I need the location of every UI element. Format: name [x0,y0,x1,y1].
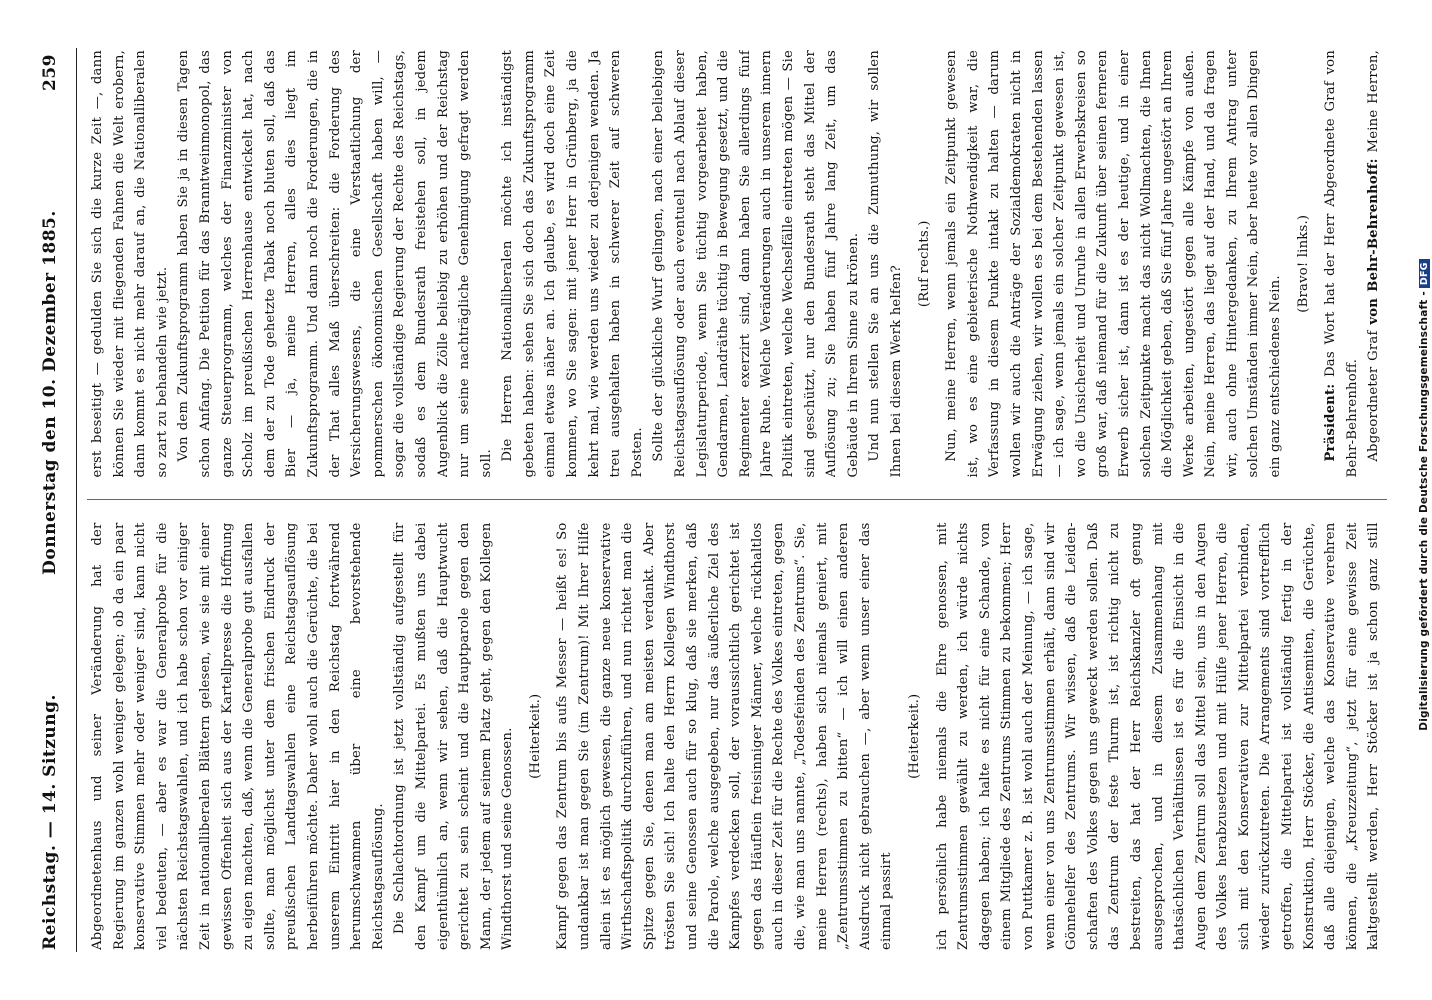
header-date: Donnerstag den 10. Dezember 1885. [40,210,60,575]
paragraph: ich persönlich habe niemals die Ehre genossen, mit Zentrumsstimmen gewählt zu werden, ich würde nichts dagegen haben; ich halte es nicht für eine Schande, von einem Mitgliede des Zentrums Stimmen zu bekommen; Herr von Puttkamer z. B. ist wohl auch der Meinung, — ich sage, wenn einer von uns Zentrumsstimmen erhält, dann sind wir Gönnehelfer des Zentrums. Wir wissen, daß die Leidenschaften des Volkes gegen uns geweckt werden sollen. Daß das Zentrum der feste Thurm ist, ist richtig nicht zu bestreiten, das hat der Herr Reichskanzler oft genug ausgesprochen, und in diesem Zusammenhang mit thatsächlichen Verhältnissen ist es für die Einsicht in die Augen dem Zentrum soll das Mittel sein, uns in den Augen des Volkes herabzusetzen und mit Hülfe jener Herren, die sich mit den Konservativen zur Mittelpartei verbinden, wieder zurückzutreten. Die Arrangements sind vortrefflich getroffen, die Mittelpartei ist vollständig fertig in der Konstruktion, Herr Stöcker, die Antisemiten, die Gerüchte, daß alle diejenigen, welche das Konservative verehren können, die „Kreuzzeitung“, jetzt für eine gewisse Zeit kaltgestellt werden, Herr Stöcker ist ja schon ganz still [934,522,1382,950]
speaker-intro: Abgeordneter Graf [1366,324,1382,462]
newspaper-page [40,40,1410,960]
column-left [87,523,1387,951]
text-columns [87,40,1387,960]
column-divider [87,500,1387,501]
paragraph-president [1320,50,1363,478]
interjection: (Bravo! links.) [1295,214,1311,313]
dfg-logo: DFG [1419,259,1430,288]
page-number: 259 [40,54,60,91]
paragraph-speech [1363,50,1387,478]
interjection: (Heiterkeit.) [527,693,543,779]
paragraph: Abgeordnetenhaus und seiner Veränderung hat der Regierung im ganzen wohl weniger gelegen; ob da ein paar konservative Stimmen mehr oder weniger sind, kann nicht viel bedeuten, — aber es war die Generalprobe für die nächsten Reichstagswahlen, und ich habe schon vor einiger Zeit in nationalliberalen Blättern gelesen, wie sie mit einer gewissen Offenheit sich aus der Kartellpresse die Hoffnung zu eigen machten, daß, wenn die Generalprobe gut ausfallen sollte, man möglichst unter dem frischen Eindruck der preußischen Landtagswahlen eine Reichstagsauflösung herbeiführen möchte. Daher wohl auch die Gerüchte, die bei unserem Eintritt hier in den Reichstag fortwährend herumschwammen über eine bevorstehende Reichstagsauflösung. [90,522,386,950]
speech-text: Das Wort hat der Herr Abgeordnete Graf von Behr-Behrenhoff. [1323,50,1360,478]
page-header [40,40,76,960]
paragraph: Die Schlachtordnung ist jetzt vollständig aufgestellt für den Kampf um die Mittelpartei. Es mußten uns dabei eigenthümlich an, wenn wir sehen, daß die Hauptwucht gerichtet zu sein scheint und die Hauptparole gegen den Mann, der jedem auf seinem Platz geht, gegen den Kollegen Windthorst und seine Genossen. [392,522,516,950]
header-left-title: Reichstag. — 14. Sitzung. [40,694,60,950]
interjection: (Heiterkeit.) [906,693,922,779]
paragraph: Die Herren Nationalliberalen möchte ich inständigst gebeten haben: sehen Sie sich doch das Zukunftsprogramm einmal etwas näher an. Ich glaube, es wird doch eine Zeit kommen, wo Sie sagen: mit jener Herr in Grünberg, ja die kehrt mal, wie werden uns wieder zu derjenigen wenden. Ja treu ausgehalten haben in schwerer Zeit auf schweren Posten. [500,50,645,478]
dfg-credit-line [1418,0,1432,990]
credit-text: Digitalisierung gefördert durch die Deutsche Forschungsgemeinschaft - [1418,291,1430,731]
speaker-label: Präsident: [1323,383,1339,462]
paragraph: Kampf gegen das Zentrum bis aufs Messer — heißt es! So undankbar ist man gegen Sie (im Zentrum)! Mit Ihrer Hilfe allein ist es möglich gewesen, die ganze neue konservative Wirthschaftspolitik durchzuführen, und nun richtet man die Spitze gegen Sie, denen man am meisten verdankt. Aber trösten Sie sich! Ich halte den Herrn Kollegen Windthorst und seine Genossen auch für so klug, daß sie merken, daß die Parole, welche ausgegeben, nur das äußerliche Ziel des Kampfes verdecken soll, der voraussichtlich gerichtet ist gegen das Häuflein freisinniger Männer, welche rückhaltlos auch in dieser Zeit für die Rechte des Volkes eintreten, gegen die, wie man uns nannte, „Todesfeinden des Zentrums“. Sie, meine Herren (rechts), haben sich niemals geniert, mit „Zentrumsstimmen zu bitten“ — ich will einen anderen Ausdruck nicht gebrauchen —, aber wenn unser einer das einmal passirt [555,522,895,950]
column-right [87,50,1387,478]
paragraph: Nun, meine Herren, wenn jemals ein Zeitpunkt gewesen ist, wo es eine gebieterische Nothwendigkeit war, die Verfassung in diesem Punkte intakt zu halten — darum wollen wir auch die Anträge der Sozialdemokraten nicht in Erwägung ziehen, wir wollen es bei dem Bestehenden lassen — ich sage, wenn jemals ein solcher Zeitpunkt gewesen ist, wo die Unsicherheit und Unruhe in allen Erwerbskreisen so groß war, daß niemand für die Zukunft über seinen ferneren Erwerb sicher ist, dann ist es der heutige, und in einer solchen Zeitpunkte macht das nicht Wollmachten, die Ihnen die Möglichkeit geben, daß Sie fünf Jahre ungestört an Ihrem Werke arbeiten, ungestört gegen alle Kämpfe von außen. Nein, meine Herren, das liegt auf der Hand, und da fragen wir, auch ohne Hintergedanken, zu Ihrem Antrag unter solchen Umständen immer Nein, aber heute vor allen Dingen ein ganz entschiedenes Nein. [944,50,1284,478]
paragraph: erst beseitigt — gedulden Sie sich die kurze Zeit —, dann können Sie wieder mit fliegenden Fahnen die Welt erobern, dann kommt es nicht mehr darauf an, die Nationalliberalen so zart zu behandeln wie jetzt. [90,50,170,478]
header-rule [76,48,77,952]
paragraph: Sollte der glückliche Wurf gelingen, nach einer beliebigen Reichstagsauflösung oder auch eventuell nach Ablauf dieser Legislaturperiode, wenn Sie tüchtig vorgearbeitet haben, Gendarmen, Landräthe tüchtig in Bewegung gesetzt, und die Regimenter exerzirt sind, dann haben Sie allerdings fünf Jahre Ruhe. Welche Veränderungen auch in unserem innern Politik eintreten, welche Wechselfälle eintreten mögen — Sie sind geschützt, nur den Bundesrath steht das Mittel der Auflösung zu; Sie haben fünf Jahre lang Zeit, um das Gebäude in Ihrem Sinne zu krönen. [651,50,861,478]
paragraph: Von dem Zukunftsprogramm haben Sie ja in diesen Tagen schon Anfang. Die Petition für das Branntweinmonopol, das ganze Steuerprogramm, welches der Finanzminister von Scholz im preußischen Herrenhause entwickelt hat, nach dem der zu Tode gehetzte Tabak noch bluten soll, daß das Bier — ja, meine Herren, alles dies liegt im Zukunftsprogramm. Und dann noch die Forderungen, die in der That alles Maß überschreiten: die Forderung des Versicherungswesens, die eine Verstaatlichung der pommerschen ökonomischen Gesellschaft haben will, — sogar die vollständige Regierung der Rechte des Reichstags, sodaß es dem Bundesrath freistehen soll, in jedem Augenblick die Zölle beliebig zu erhöhen und der Reichstag nur um seine nachträgliche Genehmigung gefragt werden soll. [176,50,494,478]
speech-text: Meine Herren, [1366,50,1382,153]
paragraph: Und nun stellen Sie an uns die Zumuthung, wir sollen Ihnen bei diesem Werk helfen? [867,50,904,478]
interjection: (Ruf rechts.) [916,220,932,308]
speaker-label: von Behr-Behrenhoff: [1366,158,1382,325]
